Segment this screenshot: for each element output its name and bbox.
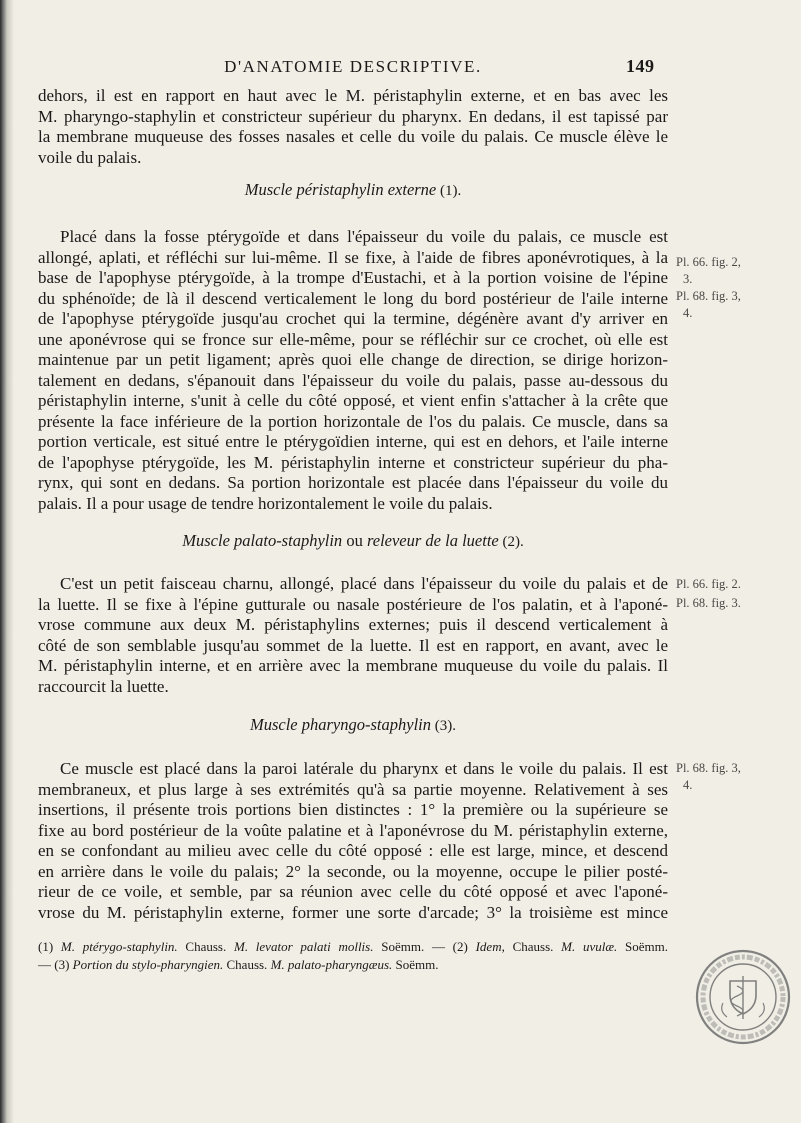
text-line: péristaphylin interne, s'unit à celle du côté opposé, et vient enfin s'attacher à la crête que [38,391,668,410]
palato-staphylin-paragraph [38,574,668,697]
footnote-author: Soëmm. — (2) [373,939,476,954]
text-line: maintenue par un petit ligament; après quoi elle change de direction, se dirige horizon- [38,350,668,369]
text-line: la membrane muqueuse des fosses nasales et celle du voile du palais. Ce muscle élève le [38,127,668,146]
footnote-reference: (3). [431,718,456,734]
text-line: portion verticale, est situé entre le ptérygoïdien interne, qui est en dehors, et l'aile interne [38,432,668,451]
heading-title: Muscle palato-staphylin [182,531,343,550]
text-line: voile du palais. [38,147,142,167]
text-line: de l'apophyse ptérygoïde jusqu'au crochet qui la termine, dégénère avant d'y arriver en [38,309,668,328]
text-line: fixe au bord postérieur de la voûte palatine et à l'aponévrose du M. péristaphylin externe, [38,820,668,840]
text-line: en arrière dans le voile du palais; 2° la seconde, ou la moyenne, occupe le pilier posté- [38,861,668,881]
text-line: vrose commune aux deux M. péristaphylins externes; puis il descend verticalement à [38,615,668,634]
section-heading-palato-staphylin [38,531,668,553]
footnote-author: Chauss. [504,939,562,954]
footnote-line [38,938,668,956]
footnote-marker: — (3) [38,957,73,972]
footnote-author: Chauss. [223,957,271,972]
text-line: dehors, il est en rapport en haut avec le M. péristaphylin externe, et en bas avec les [38,86,668,105]
text-line: M. péristaphylin interne, et en arrière avec la membrane muqueuse du voile du palais. Il [38,656,668,675]
margin-note-line: 4. [683,778,693,792]
text-line: présente la face inférieure de la portion horizontale de l'os du palais. Ce muscle, dans sa [38,411,668,431]
text-line: Placé dans la fosse ptérygoïde et dans l'épaisseur du voile du palais, ce muscle est [60,227,668,246]
margin-note-line: Pl. 68. fig. 3, [676,761,741,775]
text-line: rynx, qui sont en dedans. Sa portion horizontale est placée dans l'épaisseur du voile du [38,473,668,492]
page-binding-shadow [0,0,14,1123]
page-number: 149 [626,56,655,76]
footnote-synonym: Idem, [475,939,505,954]
footnote-author: Soëmm. [392,957,439,972]
text-line: talement en dedans, s'épanouit dans l'épaisseur du voile du palais, passe au-dessous du [38,370,668,390]
text-line: côté de son semblable jusqu'au sommet de la luette. Il est en rapport, en avant, avec le [38,635,668,655]
continuation-paragraph [38,86,668,168]
footnote-synonym: Portion du stylo-pharyngien. [72,957,224,972]
running-head: D'ANATOMIE DESCRIPTIVE. [224,57,482,76]
margin-note-line: Pl. 66. fig. 2. [676,577,741,591]
text-line: base de l'apophyse ptérygoïde, à la trompe d'Eustachi, et à la portion voisine de l'épine [38,268,668,287]
heading-title: Muscle pharyngo-staphylin [249,715,431,734]
footnote-reference: (1). [436,183,462,199]
footnotes [38,938,668,974]
text-line: de l'apophyse ptérygoïde, les M. péristaphylin interne et constricteur supérieur du pha- [38,452,668,472]
text-line: du sphénoïde; de là il descend verticalement le long du bord postérieur de l'aile interne [38,288,668,308]
text-line: une aponévrose qui se fronce sur elle-même, pour se réfléchir sur ce crochet, où elle est [38,329,668,349]
margin-note-line: Pl. 68. fig. 3. [676,596,741,610]
library-stamp [693,947,793,1047]
text-line: la luette. Il se fixe à l'épine gutturale ou nasale postérieure de l'os palatin, et à l'aponé- [38,594,668,614]
text-line: C'est un petit faisceau charnu, allongé, placé dans l'épaisseur du voile du palais et de [60,574,668,593]
text-line: insertions, il présente trois portions bien distinctes : 1° la première ou la supérieure se [38,800,668,819]
margin-note-line: Pl. 68. fig. 3, [676,289,741,303]
text-line: palais. Il a pour usage de tendre horizontalement le voile du palais. [38,493,493,513]
margin-note-plate-reference [676,254,741,322]
margin-note-line: 3. [683,272,693,286]
section-heading-pharyngo-staphylin [38,715,668,737]
text-line: Ce muscle est placé dans la paroi latérale du pharynx et dans le voile du palais. Il est [60,759,668,778]
pharyngo-staphylin-paragraph [38,759,668,923]
heading-title: Muscle péristaphylin externe [244,180,437,199]
margin-note-line: Pl. 66. fig. 2, [676,255,741,269]
text-line: raccourcit la luette. [38,676,169,696]
footnote-synonym: M. uvulæ. [561,939,618,954]
text-line: rieur de ce voile, et semble, par sa réunion avec celle du côté opposé et avec l'aponé- [38,882,668,901]
margin-note-line: 4. [683,306,693,320]
text-line: vrose du M. péristaphylin externe, former une sorte d'arcade; 3° la troisième est mince [38,902,668,922]
text-line: M. pharyngo-staphylin et constricteur supérieur du pharynx. En dedans, il est tapissé par [38,106,668,126]
heading-conjunction: ou [342,531,367,550]
text-line: en se confondant au milieu avec celle du côté opposé : elle est large, mince, et descend [38,841,668,860]
footnote-reference: (2). [498,534,524,550]
peristaphylin-externe-paragraph [38,227,668,514]
footnote-author: Soëmm. [617,939,668,954]
footnote-marker: (1) [38,939,61,954]
text-line: membraneux, et plus large à ses extrémités qu'à sa partie moyenne. Relativement à ses [38,779,668,799]
margin-note-plate-reference [676,575,741,613]
section-heading-peristaphylin-externe [38,180,668,202]
footnote-synonym: M. palato-pharyngæus. [270,957,393,972]
text-line: allongé, aplati, et réfléchi sur lui-même. Il se fixe, à l'aide de fibres aponévrotiques, à la [38,247,668,267]
heading-alt-title: releveur de la luette [366,531,499,550]
footnote-author: Chauss. [177,939,234,954]
footnote-synonym: M. levator palati mollis. [233,939,374,954]
margin-note-plate-reference [676,760,741,794]
footnote-synonym: M. ptérygo-staphylin. [60,939,178,954]
footnote-line [38,956,668,974]
